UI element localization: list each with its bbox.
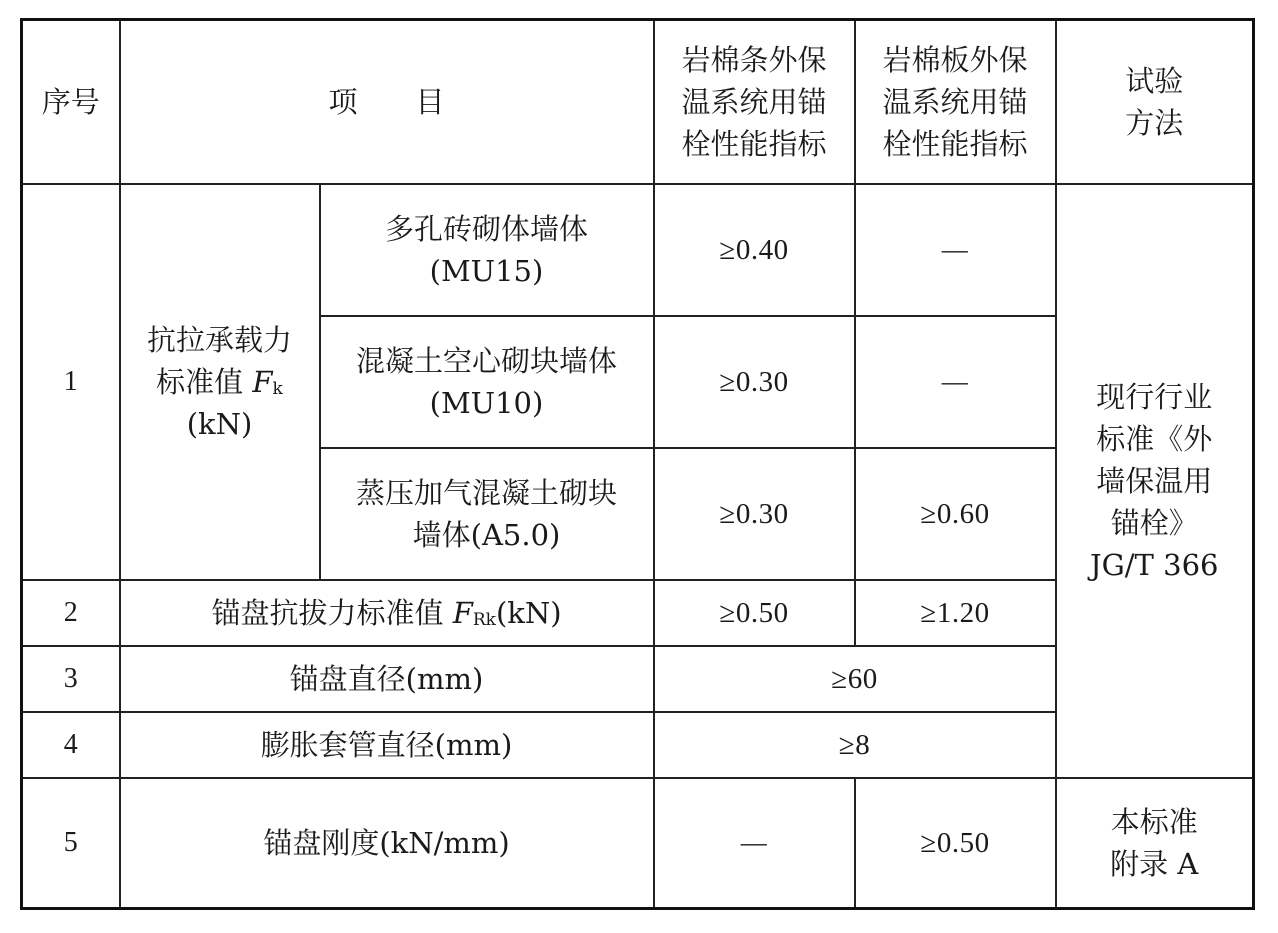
row-1-name-text: 标准值 [156, 364, 244, 399]
wall-type-cell [320, 316, 654, 448]
method-jgt366 [1056, 184, 1254, 779]
row-number: 3 [22, 646, 120, 712]
header-method-line: 方法 [1125, 105, 1184, 140]
header-board-line: 温系统用锚 [882, 84, 1028, 119]
header-row [22, 20, 1254, 184]
header-item [120, 20, 654, 184]
header-strip-line: 栓性能指标 [681, 126, 827, 161]
shared-value: ≥8 [654, 712, 1056, 778]
row-2-name [120, 580, 654, 646]
header-board-line: 岩棉板外保 [882, 42, 1028, 77]
row-2-name-text: 锚盘抗拔力标准值 [211, 596, 444, 631]
wall-type-cell [320, 448, 654, 580]
header-strip-line: 岩棉条外保 [681, 42, 827, 77]
wall-type-label: 蒸压加气混凝土砌块 [355, 475, 617, 510]
wall-type-grade: (MU15) [429, 253, 544, 288]
table-row [22, 778, 1254, 908]
row-5-name: 锚盘刚度(kN/mm) [120, 778, 654, 908]
method-line: 墙保温用 [1096, 463, 1213, 498]
table-row [22, 184, 1254, 316]
header-board-line: 栓性能指标 [882, 126, 1028, 161]
method-line: 附录 A [1110, 847, 1199, 882]
row-number: 2 [22, 580, 120, 646]
row-1-unit: (kN) [186, 406, 253, 441]
symbol-f: F [252, 364, 273, 399]
row-1-name-line [127, 361, 313, 403]
row-1-name-line: 抗拉承载力 [146, 322, 292, 357]
method-line: 本标准 [1110, 805, 1198, 840]
board-value: — [855, 184, 1056, 316]
board-value: — [855, 316, 1056, 448]
wall-type-grade: (MU10) [429, 385, 544, 420]
symbol-subscript: k [272, 378, 283, 399]
header-strip-indicator [654, 20, 855, 184]
row-3-name: 锚盘直径(mm) [120, 646, 654, 712]
method-line: JG/T 366 [1090, 548, 1219, 583]
shared-value: ≥60 [654, 646, 1056, 712]
header-board-indicator [855, 20, 1056, 184]
symbol-f: F [452, 596, 473, 631]
method-line: 标准《外 [1096, 421, 1213, 456]
header-strip-line: 温系统用锚 [681, 84, 827, 119]
wall-type-label: 混凝土空心砌块墙体 [355, 343, 617, 378]
row-2-unit: (kN) [495, 596, 562, 631]
method-line: 现行行业 [1096, 379, 1213, 414]
header-seq: 序号 [22, 20, 120, 184]
strip-value: ≥0.40 [654, 184, 855, 316]
board-value: ≥1.20 [855, 580, 1056, 646]
row-number: 1 [22, 184, 120, 580]
board-value: ≥0.60 [855, 448, 1056, 580]
board-value: ≥0.50 [855, 778, 1056, 908]
spec-table-container [20, 18, 1252, 910]
strip-value: ≥0.50 [654, 580, 855, 646]
strip-value: ≥0.30 [654, 448, 855, 580]
row-1-name [120, 184, 320, 580]
header-method [1056, 20, 1254, 184]
symbol-subscript: Rk [472, 610, 496, 631]
row-4-name: 膨胀套管直径(mm) [120, 712, 654, 778]
wall-type-label: 多孔砖砌体墙体 [384, 211, 588, 246]
wall-type-cell [320, 184, 654, 316]
header-method-line: 试验 [1125, 63, 1184, 98]
strip-value: ≥0.30 [654, 316, 855, 448]
row-number: 5 [22, 778, 120, 908]
method-appendix [1056, 778, 1254, 908]
wall-type-grade: 墙体(A5.0) [412, 518, 561, 553]
header-item-b: 目 [415, 84, 445, 119]
anchor-performance-table [20, 18, 1255, 910]
header-item-a: 项 [328, 84, 358, 119]
method-line: 锚栓》 [1110, 506, 1198, 540]
row-number: 4 [22, 712, 120, 778]
strip-value: — [654, 778, 855, 908]
